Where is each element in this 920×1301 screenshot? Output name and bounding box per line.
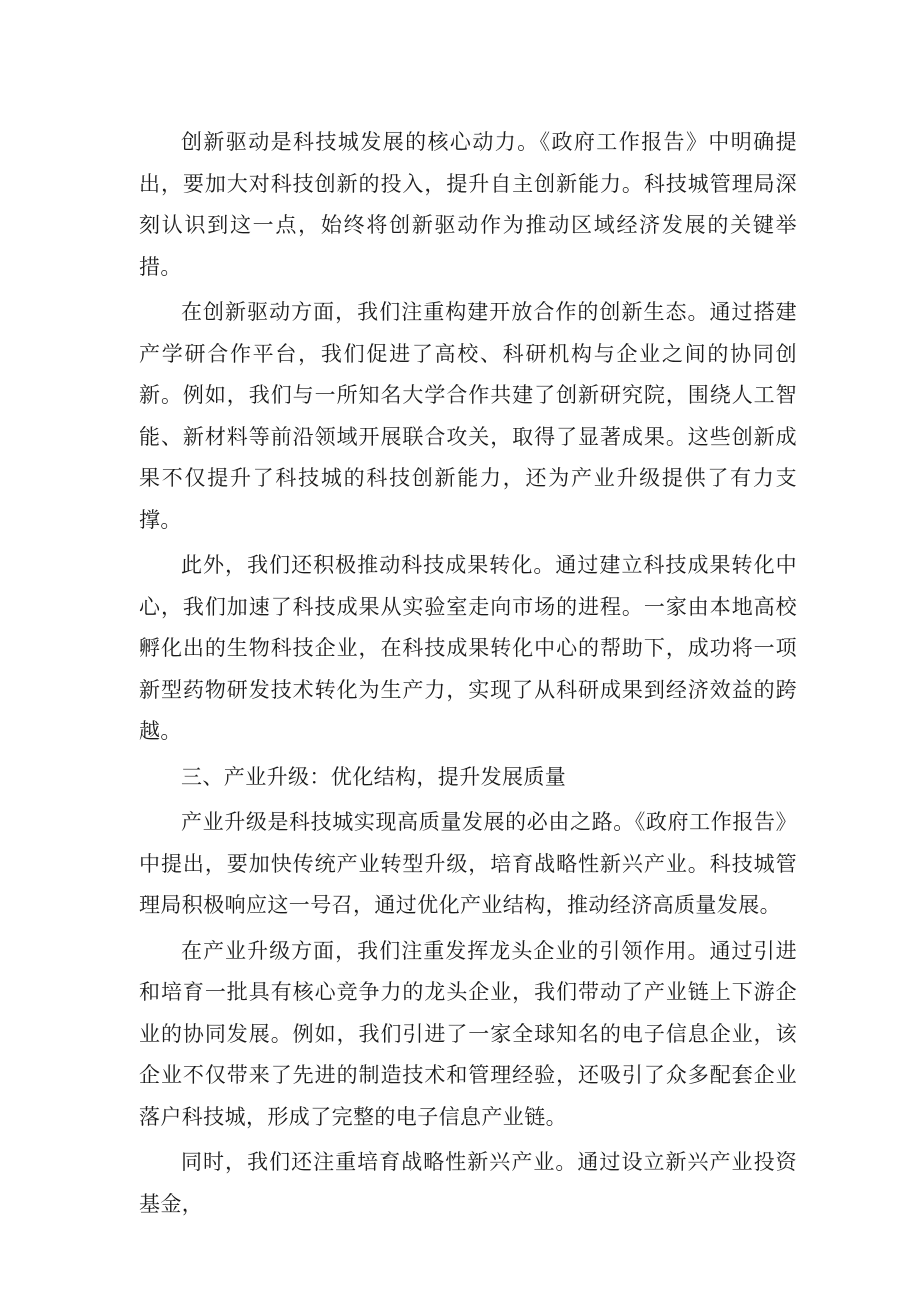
paragraph-upgrade-intro: 产业升级是科技城实现高质量发展的必由之路。《政府工作报告》中提出，要加快传统产业转型升级，培育战略性新兴产业。科技城管理局积极响应这一号召，通过优化产业结构，推动经济高质量发展。: [139, 810, 797, 917]
paragraph-innovation-ecosystem: 在创新驱动方面，我们注重构建开放合作的创新生态。通过搭建产学研合作平台，我们促进了高校、科研机构与企业之间的协同创新。例如，我们与一所知名大学合作共建了创新研究院，围绕人工智能、新材料等前沿领域开展联合攻关，取得了显著成果。这些创新成果不仅提升了科技城的科技创新能力，还为产业升级提供了有力支撑。: [139, 300, 797, 532]
section-heading-industrial-upgrade: 三、产业升级：优化结构，提升发展质量: [181, 764, 567, 789]
paragraph-tech-transfer: 此外，我们还积极推动科技成果转化。通过建立科技成果转化中心，我们加速了科技成果从实验室走向市场的进程。一家由本地高校孵化出的生物科技企业，在科技成果转化中心的帮助下，成功将一项新型药物研发技术转化为生产力，实现了从科研成果到经济效益的跨越。: [139, 553, 797, 743]
document-body: [139, 122, 797, 1225]
paragraph-emerging-industries: 同时，我们还注重培育战略性新兴产业。通过设立新兴产业投资基金，: [139, 1150, 797, 1216]
paragraph-innovation-intro: 创新驱动是科技城发展的核心动力。《政府工作报告》中明确提出，要加大对科技创新的投入，提升自主创新能力。科技城管理局深刻认识到这一点，始终将创新驱动作为推动区域经济发展的关键举措。: [139, 130, 797, 279]
paragraph-leading-enterprises: 在产业升级方面，我们注重发挥龙头企业的引领作用。通过引进和培育一批具有核心竞争力的龙头企业，我们带动了产业链上下游企业的协同发展。例如，我们引进了一家全球知名的电子信息企业，该企业不仅带来了先进的制造技术和管理经验，还吸引了众多配套企业落户科技城，形成了完整的电子信息产业链。: [139, 938, 797, 1129]
